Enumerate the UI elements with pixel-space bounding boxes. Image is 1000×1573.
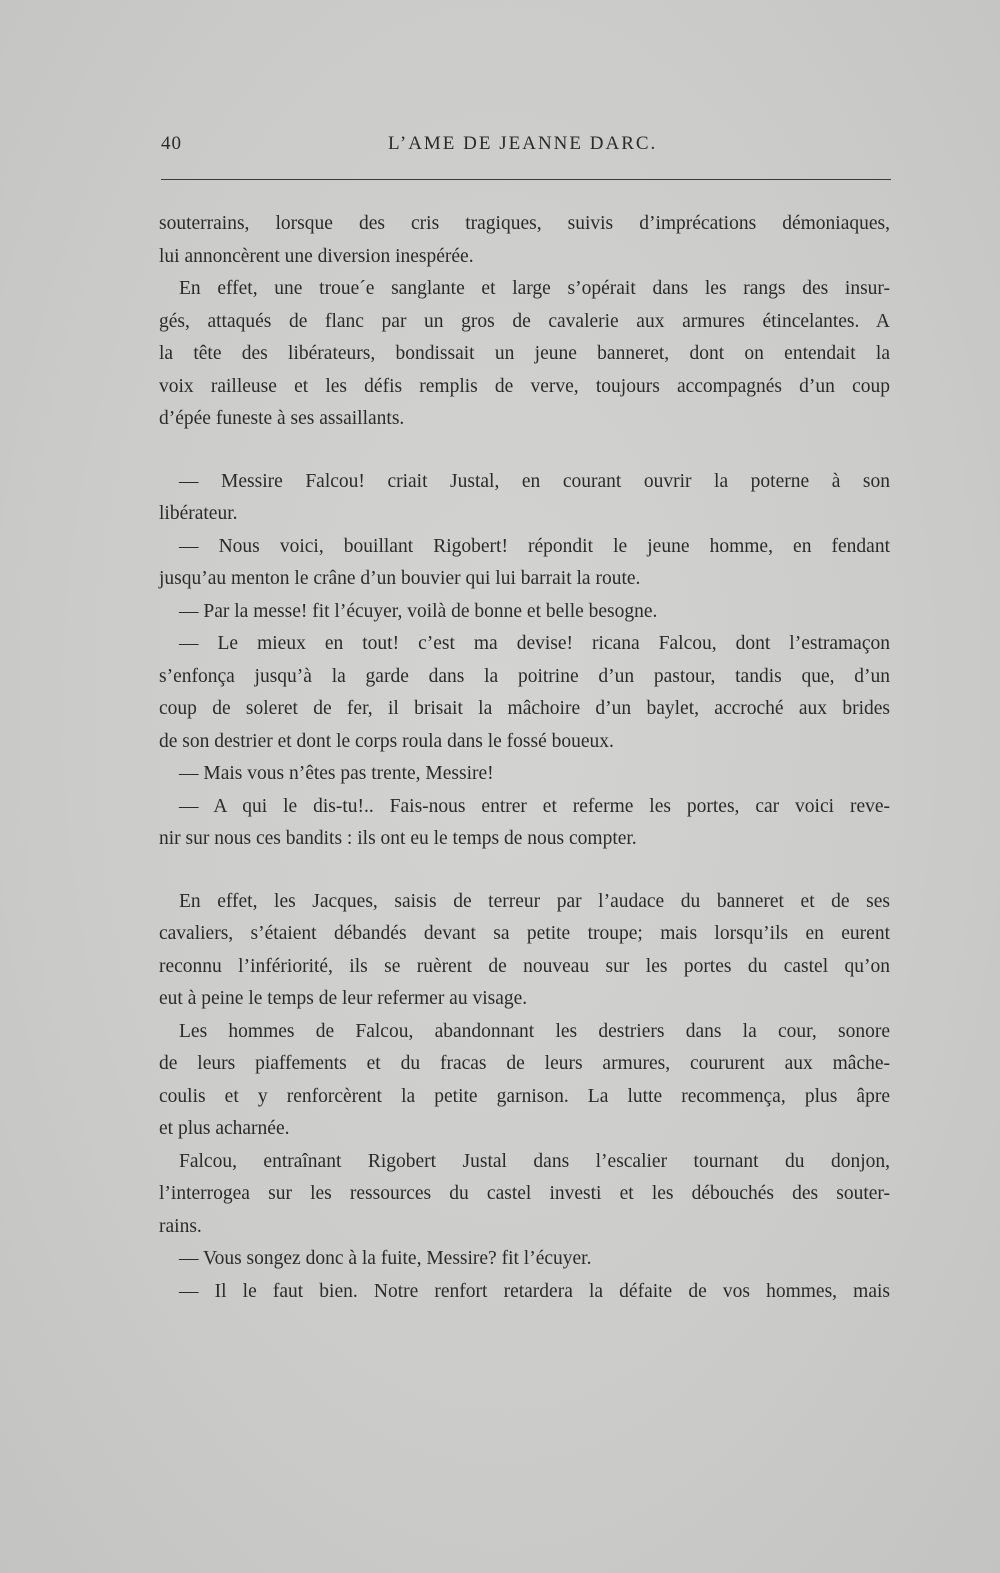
text-line: — Par la messe! fit l’écuyer, voilà de bonne et belle besogne. bbox=[179, 600, 658, 622]
paragraph bbox=[159, 1243, 890, 1276]
text-line: s’enfonça jusqu’à la garde dans la poitrine d’un pastour, tandis que, d’un bbox=[159, 665, 890, 687]
text-line: d’épée funeste à ses assaillants. bbox=[159, 408, 405, 429]
text-line: — Il le faut bien. Notre renfort retardera la défaite de vos hommes, mais bbox=[179, 1280, 890, 1302]
page-header bbox=[161, 133, 892, 159]
text-line: l’interrogea sur les ressources du castel investi et les débouchés des souter- bbox=[159, 1183, 890, 1204]
text-line: nir sur nous ces bandits : ils ont eu le temps de nous compter. bbox=[159, 828, 637, 849]
page-number: 40 bbox=[161, 133, 182, 154]
text-line: de leurs piaffements et du fracas de leurs armures, coururent aux mâche- bbox=[159, 1053, 890, 1074]
paragraph bbox=[159, 1276, 890, 1309]
text-line: — Vous songez donc à la fuite, Messire? fit l’écuyer. bbox=[179, 1248, 592, 1269]
text-line: En effet, les Jacques, saisis de terreur par l’audace du banneret et de ses bbox=[179, 890, 890, 912]
paragraph bbox=[159, 1016, 890, 1146]
text-line: coup de soleret de fer, il brisait la mâchoire d’un baylet, accroché aux brides bbox=[159, 698, 890, 719]
running-title: L’AME DE JEANNE DARC. bbox=[388, 133, 658, 154]
text-line: souterrains, lorsque des cris tragiques, suivis d’imprécations démoniaques, bbox=[159, 213, 890, 234]
paragraph bbox=[159, 758, 890, 791]
text-line: — Le mieux en tout! c’est ma devise! ricana Falcou, dont l’estramaçon bbox=[179, 633, 890, 654]
paragraph bbox=[159, 1146, 890, 1244]
text-line: de son destrier et dont le corps roula dans le fossé boueux. bbox=[159, 730, 614, 752]
text-line: eut à peine le temps de leur refermer au visage. bbox=[159, 988, 528, 1009]
text-line: la tête des libérateurs, bondissait un jeune banneret, dont on entendait la bbox=[159, 343, 890, 364]
header-rule bbox=[161, 179, 891, 180]
paragraph bbox=[159, 886, 890, 1016]
text-line: et plus acharnée. bbox=[159, 1118, 290, 1139]
paragraph bbox=[159, 791, 890, 856]
section-gap bbox=[159, 856, 890, 886]
text-line: libérateur. bbox=[159, 503, 238, 524]
text-line: coulis et y renforcèrent la petite garnison. La lutte recommença, plus âpre bbox=[159, 1085, 890, 1107]
text-line: — Nous voici, bouillant Rigobert! répondit le jeune homme, en fendant bbox=[179, 535, 890, 557]
text-line: En effet, une troue´e sanglante et large s’opérait dans les rangs des insur- bbox=[179, 278, 890, 299]
text-line: voix railleuse et les défis remplis de verve, toujours accompagnés d’un coup bbox=[159, 375, 890, 397]
body-text bbox=[159, 208, 890, 1308]
paragraph bbox=[159, 273, 890, 436]
text-line: rains. bbox=[159, 1215, 202, 1237]
text-line: jusqu’au menton le crâne d’un bouvier qui lui barrait la route. bbox=[159, 568, 641, 589]
paragraph bbox=[159, 596, 890, 629]
paragraph bbox=[159, 466, 890, 531]
text-line: lui annoncèrent une diversion inespérée. bbox=[159, 245, 474, 267]
paragraph bbox=[159, 531, 890, 596]
text-line: Falcou, entraînant Rigobert Justal dans l’escalier tournant du donjon, bbox=[179, 1150, 890, 1172]
paragraph bbox=[159, 628, 890, 758]
section-gap bbox=[159, 436, 890, 466]
text-line: cavaliers, s’étaient débandés devant sa petite troupe; mais lorsqu’ils en eurent bbox=[159, 923, 890, 944]
text-line: — A qui le dis-tu!.. Fais-nous entrer et referme les portes, car voici reve- bbox=[179, 795, 890, 817]
text-line: — Mais vous n’êtes pas trente, Messire! bbox=[179, 763, 494, 784]
text-line: — Messire Falcou! criait Justal, en courant ouvrir la poterne à son bbox=[179, 470, 890, 492]
text-line: Les hommes de Falcou, abandonnant les destriers dans la cour, sonore bbox=[179, 1020, 890, 1042]
paragraph bbox=[159, 208, 890, 273]
text-line: gés, attaqués de flanc par un gros de cavalerie aux armures étincelantes. A bbox=[159, 310, 890, 332]
text-line: reconnu l’infériorité, ils se ruèrent de nouveau sur les portes du castel qu’on bbox=[159, 955, 890, 977]
